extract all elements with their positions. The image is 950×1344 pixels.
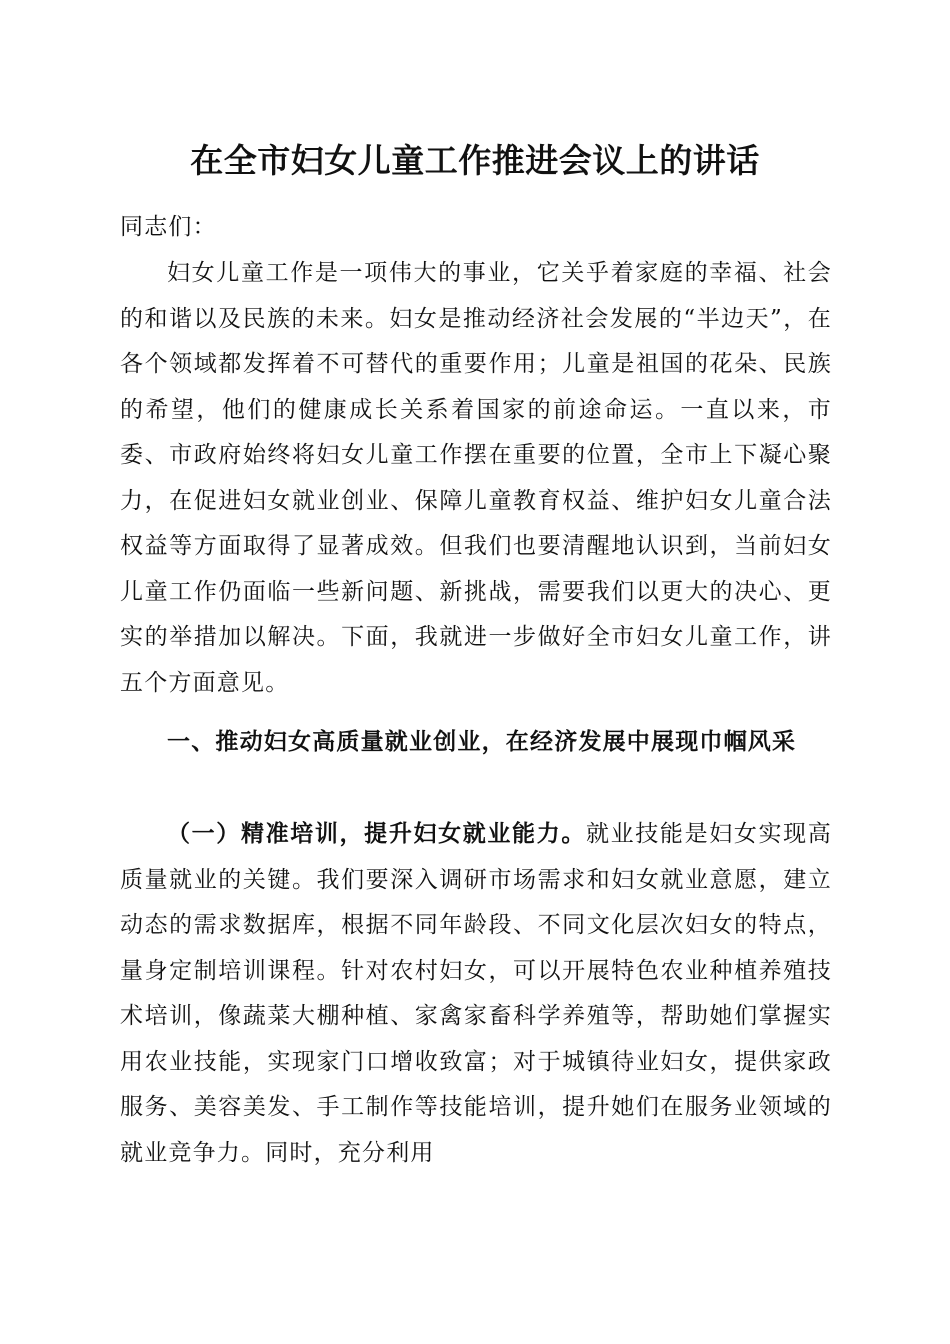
section-heading-1: 一、推动妇女高质量就业创业，在经济发展中展现巾帼风采 — [167, 729, 797, 755]
subsection-heading-1: （一）精准培训，提升妇女就业能力。 — [167, 821, 586, 847]
intro-paragraph: 妇女儿童工作是一项伟大的事业，它关乎着家庭的幸福、社会的和谐以及民族的未来。妇女是推动经济社会发展的“半边天”，在各个领域都发挥着不可替代的重要作用；儿童是祖国的花朵、民族的希望，他们的健康成长关系着国家的前途命运。一直以来，市委、市政府始终将妇女儿童工作摆在重要的位置，全市上下凝心聚力，在促进妇女就业创业、保障儿童教育权益、维护妇女儿童合法权益等方面取得了显著成效。但我们也要清醒地认识到，当前妇女儿童工作仍面临一些新问题、新挑战，需要我们以更大的决心、更实的举措加以解决。下面，我就进一步做好全市妇女儿童工作，讲五个方面意见。 — [120, 260, 832, 696]
subsection-body-1: 就业技能是妇女实现高质量就业的关键。我们要深入调研市场需求和妇女就业意愿，建立动态的需求数据库，根据不同年龄段、不同文化层次妇女的特点，量身定制培训课程。针对农村妇女，可以开展特色农业种植养殖技术培训，像蔬菜大棚种植、家禽家畜科学养殖等，帮助她们掌握实用农业技能，实现家门口增收致富；对于城镇待业妇女，提供家政服务、美容美发、手工制作等技能培训，提升她们在服务业领域的就业竞争力。同时，充分利用 — [120, 821, 832, 1166]
subsection-paragraph-1 — [120, 812, 832, 1176]
document-title: 在全市妇女儿童工作推进会议上的讲话 — [190, 141, 760, 180]
salutation: 同志们： — [120, 214, 217, 240]
